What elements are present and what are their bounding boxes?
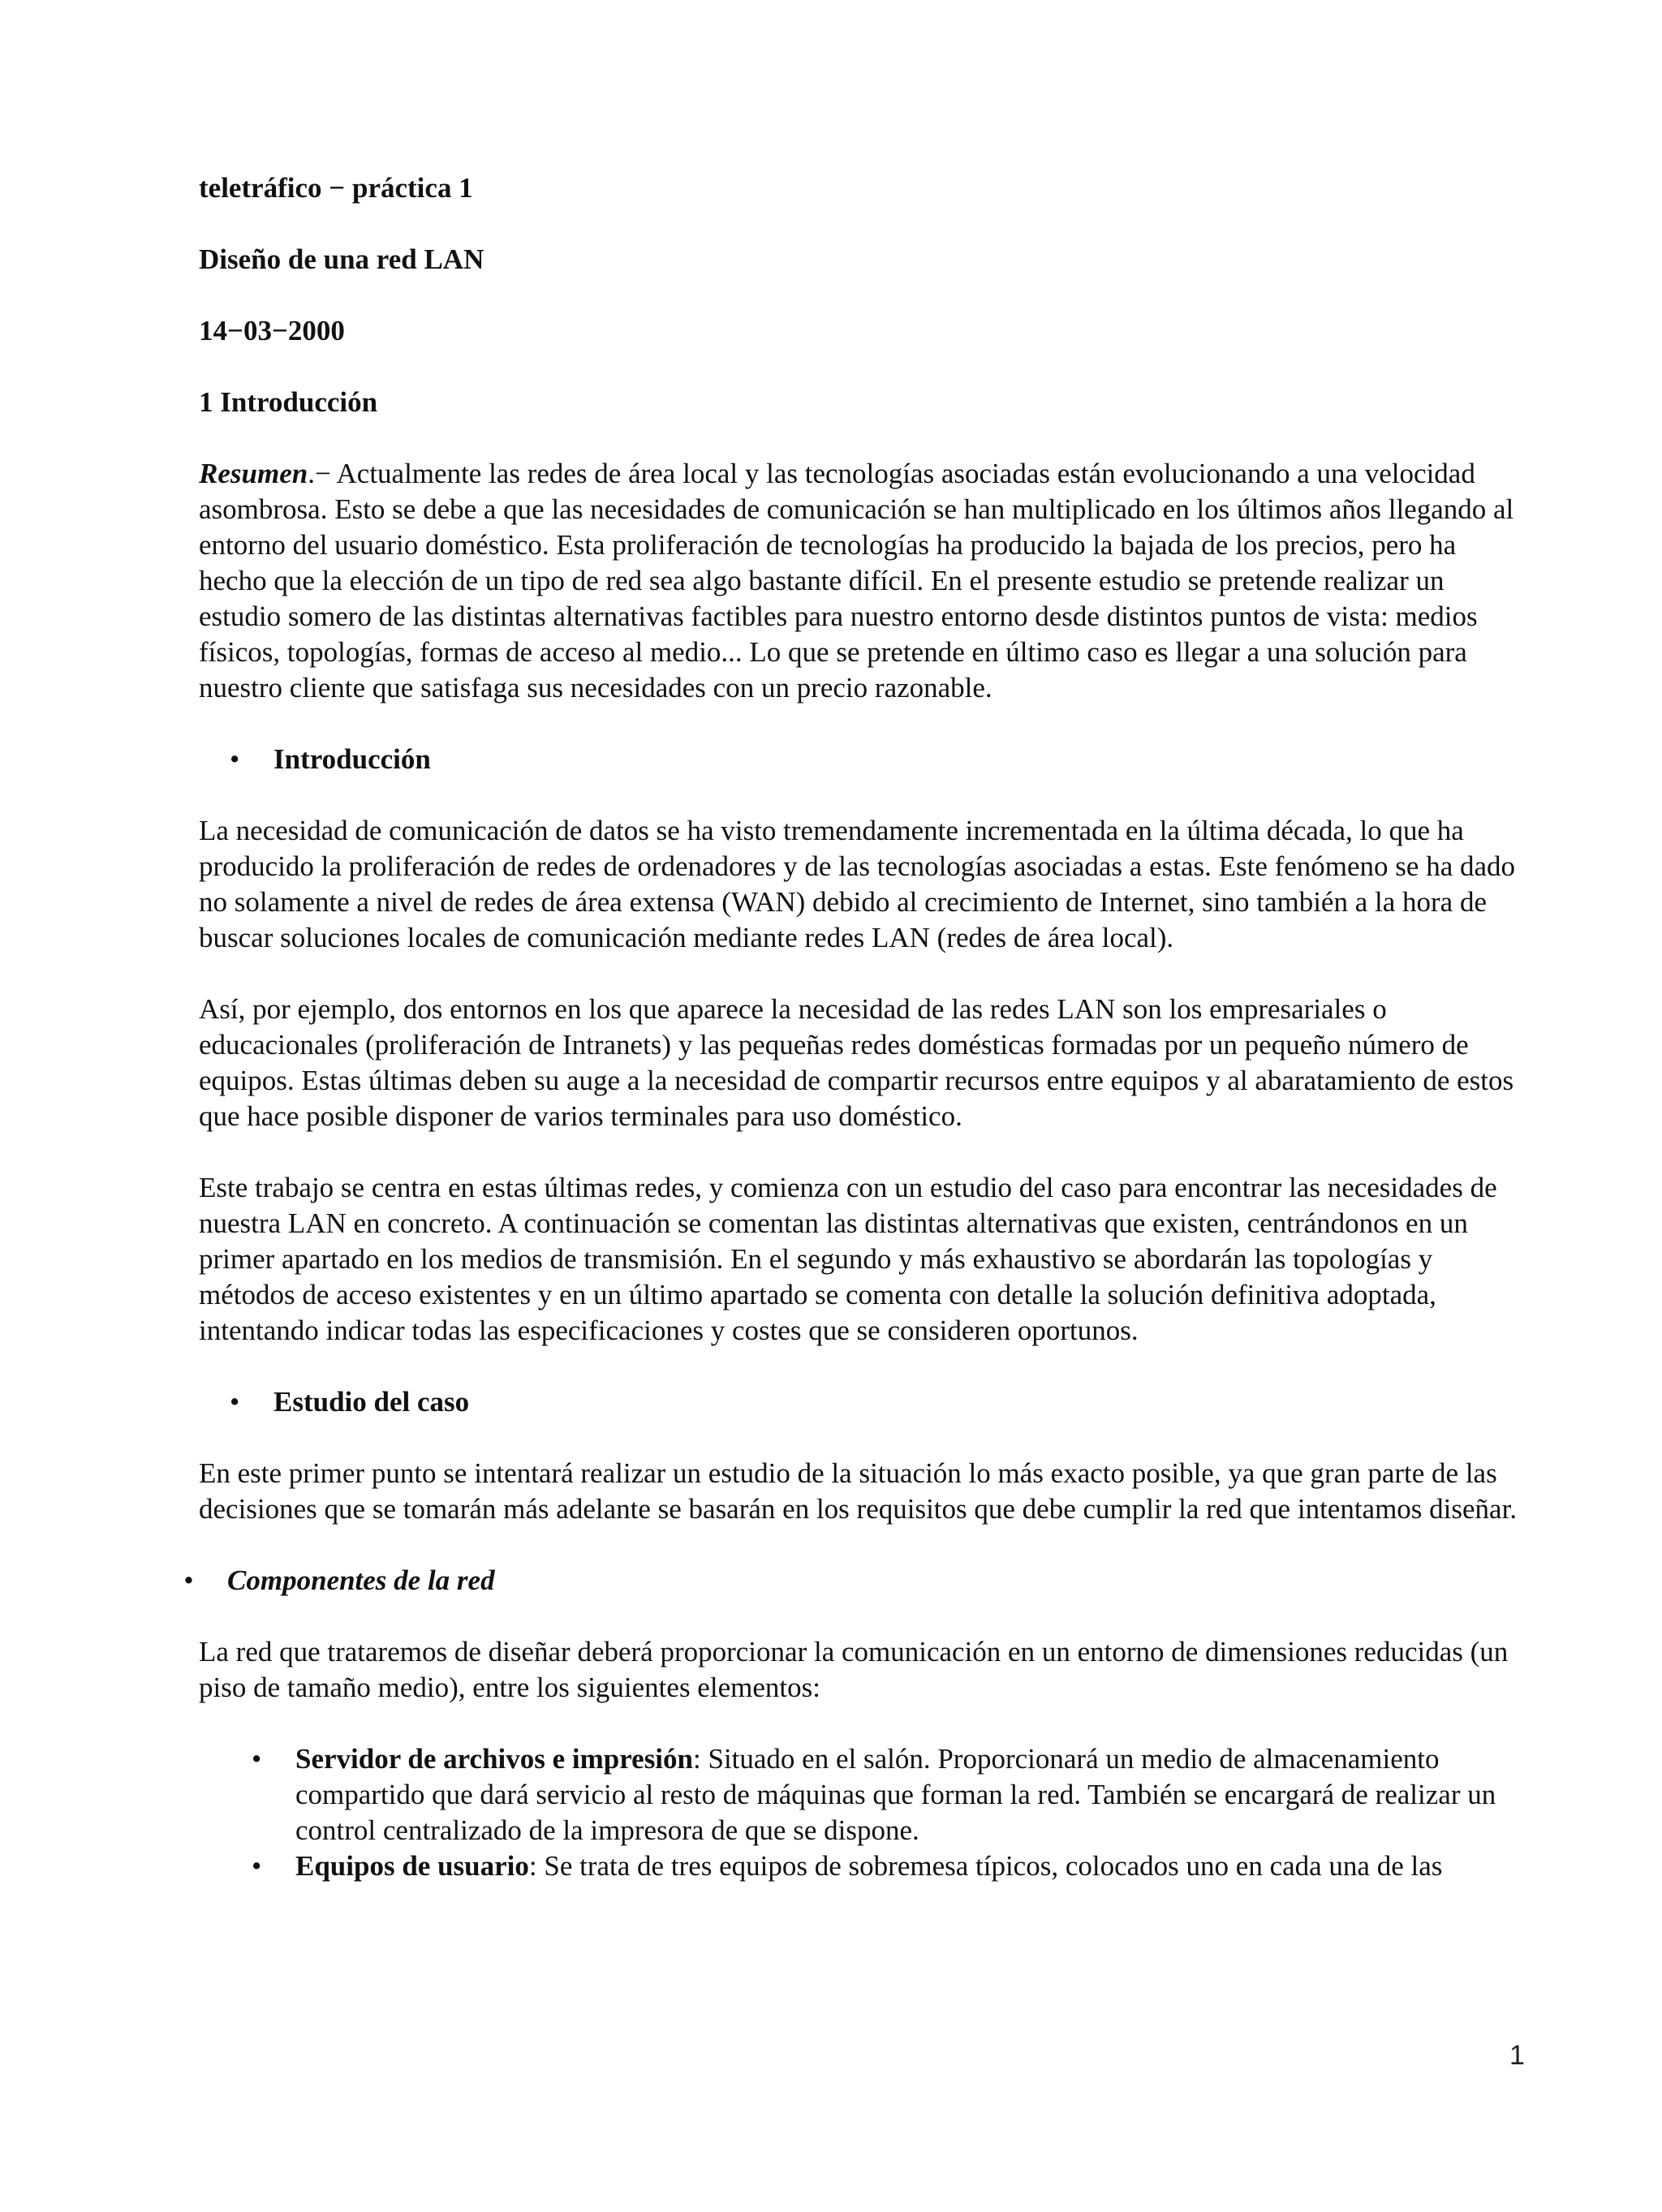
list-item-text: : Situado en el salón. Proporcionará un medio de almacenamiento compartido que dará servicio al resto de máquinas que forman la red. También se encargará de realizar un control centralizado de la impresora de que se dispone. bbox=[295, 1743, 1496, 1846]
case-study-heading bbox=[199, 1384, 1530, 1420]
bullet-icon: • bbox=[252, 1743, 262, 1775]
list-item-term: Equipos de usuario bbox=[295, 1850, 529, 1882]
document-date: 14−03−2000 bbox=[199, 315, 345, 346]
components-heading-label: Componentes de la red bbox=[227, 1564, 495, 1596]
bullet-icon: • bbox=[183, 1564, 194, 1596]
components-heading bbox=[183, 1563, 1530, 1599]
intro-paragraph-3: Este trabajo se centra en estas últimas redes, y comienza con un estudio del caso para encontrar las necesidades de nuestra LAN en concreto. A continuación se comentan las distintas alternativas que existen, centrándonos en un primer apartado en los medios de transmisión. En el segundo y más exhaustivo se abordarán las topologías y métodos de acceso existentes y en un último apartado se comenta con detalle la solución definitiva adoptada, intentando indicar todas las especificaciones y costes que se consideren oportunos. bbox=[199, 1172, 1497, 1346]
document-body bbox=[183, 170, 1530, 1884]
intro-heading-label: Introducción bbox=[273, 743, 431, 775]
list-item-text: : Se trata de tres equipos de sobremesa típicos, colocados uno en cada una de las bbox=[528, 1850, 1443, 1882]
section-heading: 1 Introducción bbox=[199, 386, 378, 418]
intro-paragraph-1: La necesidad de comunicación de datos se ha visto tremendamente incrementada en la última década, lo que ha producido la proliferación de redes de ordenadores y de las tecnologías asociadas a estas. Este fenómeno se ha dado no solamente a nivel de redes de área extensa (WAN) debido al crecimiento de Internet, sino también a la hora de buscar soluciones locales de comunicación mediante redes LAN (redes de área local). bbox=[199, 815, 1516, 953]
abstract-paragraph bbox=[199, 456, 1530, 706]
bullet-icon: • bbox=[230, 1386, 240, 1418]
document-title: Diseño de una red LAN bbox=[199, 243, 484, 275]
list-item-term: Servidor de archivos e impresión bbox=[295, 1743, 693, 1775]
course-line: teletráfico − práctica 1 bbox=[199, 172, 473, 204]
bullet-icon: • bbox=[230, 743, 240, 775]
abstract-label: Resumen bbox=[199, 458, 308, 489]
intro-heading bbox=[199, 742, 1530, 777]
list-item bbox=[252, 1848, 1530, 1884]
components-list bbox=[199, 1741, 1530, 1884]
abstract-text: .− Actualmente las redes de área local y las tecnologías asociadas están evolucionando a una velocidad asombrosa. Esto se debe a que las necesidades de comunicación se han multiplicado en los últimos años llegando al entorno del usuario doméstico. Esta proliferación de tecnologías ha producido la bajada de los precios, pero ha hecho que la elección de un tipo de red sea algo bastante difícil. En el presente estudio se pretende realizar un estudio somero de las distintas alternativas factibles para nuestro entorno desde distintos puntos de vista: medios físicos, topologías, formas de acceso al medio... Lo que se pretende en último caso es llegar a una solución para nuestro cliente que satisfaga sus necesidades con un precio razonable. bbox=[199, 458, 1514, 704]
page-number: 1 bbox=[1509, 2040, 1525, 2071]
list-item bbox=[252, 1741, 1530, 1848]
components-paragraph: La red que trataremos de diseñar deberá proporcionar la comunicación en un entorno de dimensiones reducidas (un piso de tamaño medio), entre los siguientes elementos: bbox=[199, 1636, 1509, 1703]
bullet-icon: • bbox=[252, 1850, 262, 1882]
intro-paragraph-2: Así, por ejemplo, dos entornos en los que aparece la necesidad de las redes LAN son los empresariales o educacionales (proliferación de Intranets) y las pequeñas redes domésticas formadas por un pequeño número de equipos. Estas últimas deben su auge a la necesidad de compartir recursos entre equipos y al abaratamiento de estos que hace posible disponer de varios terminales para uso doméstico. bbox=[199, 993, 1514, 1132]
case-study-paragraph: En este primer punto se intentará realizar un estudio de la situación lo más exacto posible, ya que gran parte de las decisiones que se tomarán más adelante se basarán en los requisitos que debe cumplir la red que intentamos diseñar. bbox=[199, 1457, 1518, 1525]
case-study-heading-label: Estudio del caso bbox=[273, 1386, 470, 1418]
